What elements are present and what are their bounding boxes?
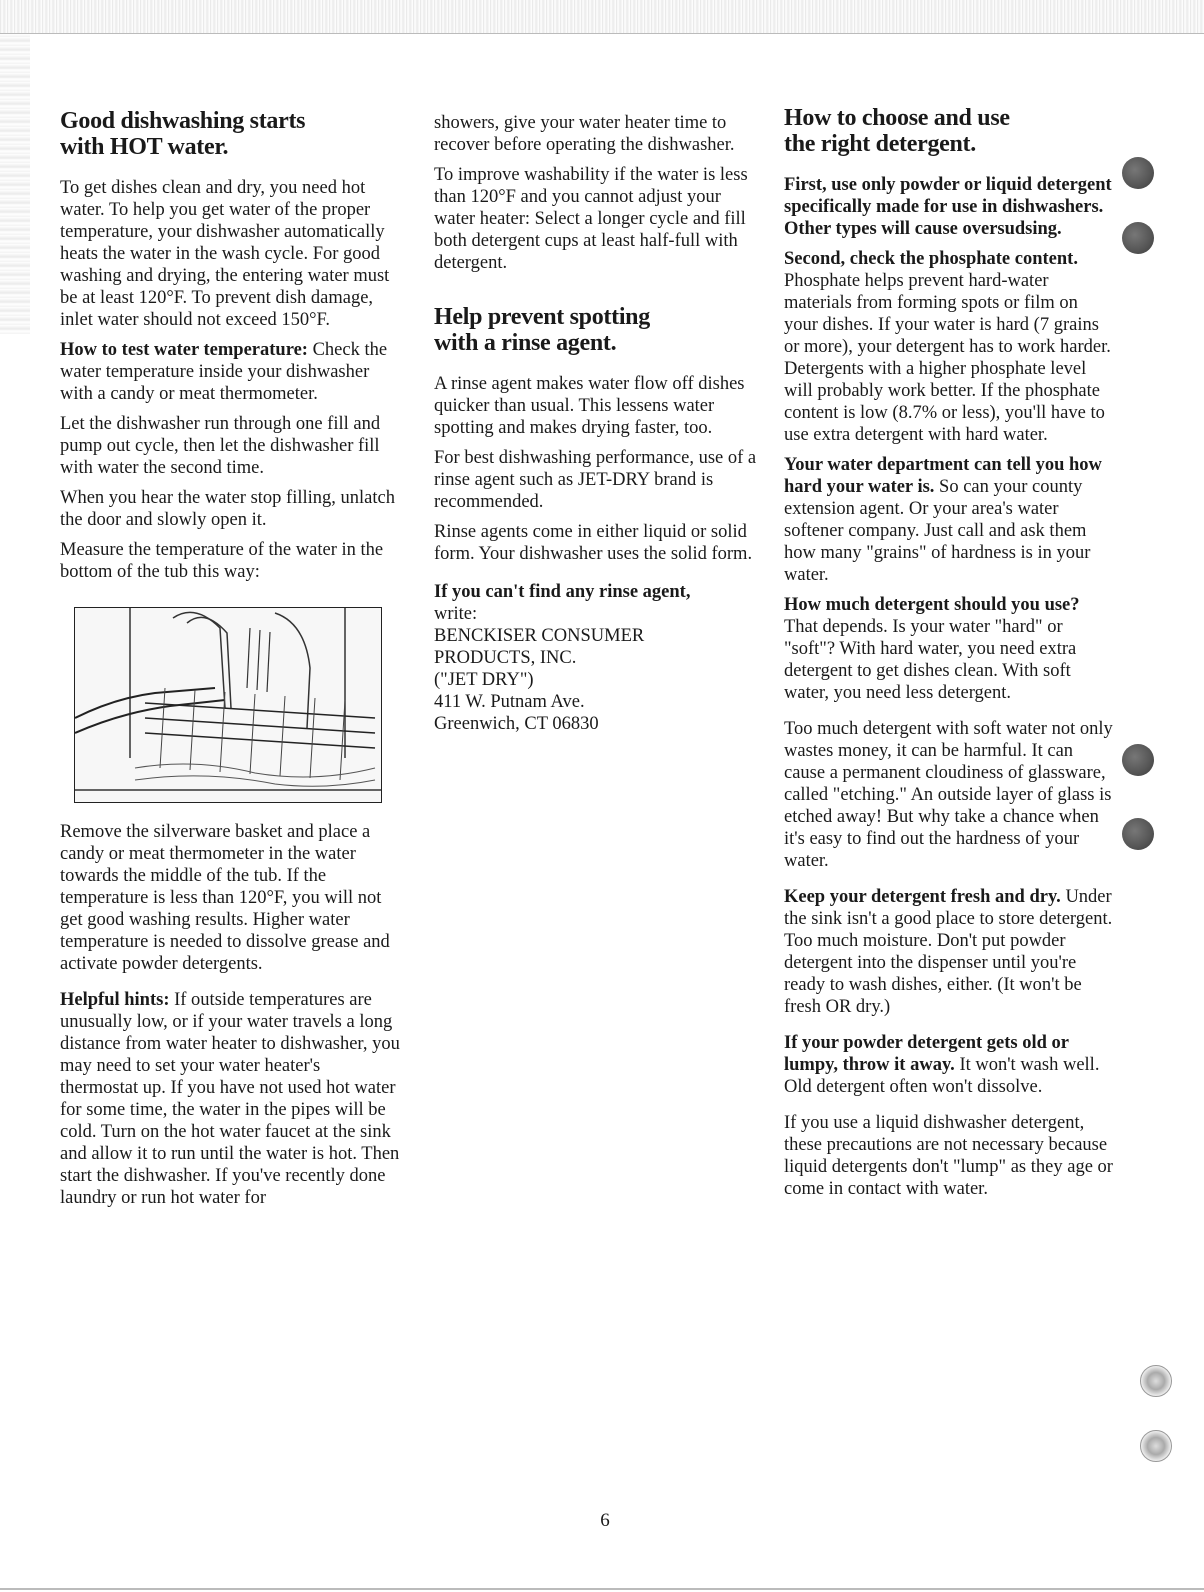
water-department-paragraph bbox=[784, 454, 1114, 586]
heading-hot-water bbox=[60, 108, 400, 160]
stop-paragraph: When you hear the water stop filling, unlatch the door and slowly open it. bbox=[60, 488, 395, 530]
measure-paragraph: Measure the temperature of the water in the bottom of the tub this way: bbox=[60, 540, 384, 582]
heading-detergent-line2: the right detergent. bbox=[784, 131, 976, 157]
heading-detergent bbox=[784, 105, 1114, 157]
heading-rinse-line1: Help prevent spotting bbox=[434, 304, 650, 330]
heading-rinse-agent bbox=[434, 304, 759, 356]
water-label: Your water department can tell you how hard your water is. bbox=[784, 455, 1102, 497]
dishwasher-illustration bbox=[74, 607, 382, 803]
first-paragraph: First, use only powder or liquid detergent specifically made for use in dishwashers. Other types will cause oversudsing. bbox=[784, 175, 1112, 239]
old-label: If your powder detergent gets old or lumpy, throw it away. bbox=[784, 1033, 1069, 1075]
intro-paragraph: To get dishes clean and dry, you need hot water. To help you get water of the proper temperature, your dishwasher automatically heats the water in the wash cycle. For good washing and drying, the entering water must be at least 120°F. To prevent dish damage, inlet water should not exceed 150°F. bbox=[60, 178, 390, 330]
rinse-paragraph: A rinse agent makes water flow off dishes quicker than usual. This lessens water spotting and makes drying faster, too. bbox=[434, 374, 745, 438]
test-paragraph bbox=[60, 339, 400, 405]
scan-line-bottom bbox=[0, 1588, 1204, 1590]
too-much-paragraph: Too much detergent with soft water not only wastes money, it can be harmful. It can cause a permanent cloudiness of glassware, called "etching." An outside layer of glass is etched away! But why take a chance when it's easy to find out the hardness of your water. bbox=[784, 719, 1113, 871]
rinse-agent-address bbox=[434, 625, 759, 735]
continued-paragraph: showers, give your water heater time to recover before operating the dishwasher. bbox=[434, 113, 735, 155]
binder-hole-icon bbox=[1122, 157, 1154, 189]
cant-find-label: If you can't find any rinse agent, bbox=[434, 582, 691, 602]
column-hot-water bbox=[60, 108, 400, 1217]
binder-hole-ring-icon bbox=[1140, 1430, 1172, 1462]
best-paragraph: For best dishwashing performance, use of a rinse agent such as JET-DRY brand is recommended. bbox=[434, 448, 757, 512]
scan-edge-top bbox=[0, 0, 1204, 34]
second-label: Second, check the phosphate content. bbox=[784, 249, 1078, 269]
scan-line-top bbox=[0, 33, 1204, 34]
binder-hole-icon bbox=[1122, 818, 1154, 850]
water-text: So can your county extension agent. Or your area's water softener company. Just call and ask them how many "grains" of hardness is in your water. bbox=[784, 477, 1091, 585]
address-line: BENCKISER CONSUMER bbox=[434, 626, 645, 646]
second-paragraph bbox=[784, 248, 1114, 446]
keep-paragraph bbox=[784, 886, 1114, 1018]
heading-hot-water-line2: with HOT water. bbox=[60, 134, 229, 160]
how-much-label: How much detergent should you use? bbox=[784, 595, 1080, 615]
address-line: ("JET DRY") bbox=[434, 670, 534, 690]
binder-hole-icon bbox=[1122, 744, 1154, 776]
column-detergent bbox=[784, 105, 1114, 1208]
how-much-text: That depends. Is your water "hard" or "soft"? With hard water, you need extra detergent to get dishes clean. With soft water, you need less detergent. bbox=[784, 617, 1077, 703]
hints-text: If outside temperatures are unusually low, or if your water travels a long distance from water heater to dishwasher, you may need to set your water heater's thermostat up. If you have not used hot water for some time, the water in the pipes will be cold. Turn on the hot water faucet at the sink and allow it to run until the water is hot. Then start the dishwasher. If you've recently done laundry or run hot water for bbox=[60, 990, 400, 1208]
keep-text: Under the sink isn't a good place to store detergent. Too much moisture. Don't put powder detergent into the dispenser until you're ready to wash dishes, either. (It won't be fresh OR dry.) bbox=[784, 887, 1113, 1017]
heading-rinse-line2: with a rinse agent. bbox=[434, 330, 617, 356]
test-text: Check the water temperature inside your dishwasher with a candy or meat thermometer. bbox=[60, 340, 388, 404]
keep-label: Keep your detergent fresh and dry. bbox=[784, 887, 1061, 907]
remove-paragraph: Remove the silverware basket and place a candy or meat thermometer in the water towards the middle of the tub. If the temperature is less than 120°F, you will not get good washing results. Higher water temperature is needed to dissolve grease and activate powder detergents. bbox=[60, 822, 390, 974]
how-much-paragraph bbox=[784, 594, 1114, 704]
second-text: Phosphate helps prevent hard-water materials from forming spots or film on your dishes. If your water is hard (7 grains or more), your detergent has to work harder. Detergents with a higher phosphate level will probably work better. If the phosphate content is low (8.7% or less), you'll have to use extra detergent with hard water. bbox=[784, 271, 1111, 445]
scan-edge-left bbox=[0, 34, 30, 334]
heading-hot-water-line1: Good dishwashing starts bbox=[60, 108, 306, 134]
address-line: PRODUCTS, INC. bbox=[434, 648, 577, 668]
binder-hole-icon bbox=[1122, 222, 1154, 254]
hints-paragraph bbox=[60, 989, 400, 1209]
dishwasher-rack-drawing bbox=[75, 608, 381, 802]
heading-detergent-line1: How to choose and use bbox=[784, 105, 1010, 131]
old-text: It won't wash well. Old detergent often won't dissolve. bbox=[784, 1055, 1100, 1097]
old-paragraph bbox=[784, 1032, 1114, 1098]
binder-hole-ring-icon bbox=[1140, 1365, 1172, 1397]
liquid-paragraph: If you use a liquid dishwasher detergent, these precautions are not necessary because liquid detergents don't "lump" as they age or come in contact with water. bbox=[784, 1113, 1113, 1199]
address-line: 411 W. Putnam Ave. bbox=[434, 692, 585, 712]
cant-find-paragraph bbox=[434, 581, 759, 625]
hints-label: Helpful hints: bbox=[60, 990, 170, 1010]
page-number: 6 bbox=[600, 1510, 610, 1531]
column-rinse-agent bbox=[434, 112, 759, 743]
improve-paragraph: To improve washability if the water is less than 120°F and you cannot adjust your water heater: Select a longer cycle and fill both detergent cups at least half-full with detergent. bbox=[434, 165, 748, 273]
address-line: Greenwich, CT 06830 bbox=[434, 714, 599, 734]
run-paragraph: Let the dishwasher run through one fill and pump out cycle, then let the dishwasher fill with water the second time. bbox=[60, 414, 381, 478]
test-label: How to test water temperature: bbox=[60, 340, 308, 360]
write-label: write: bbox=[434, 604, 478, 624]
forms-paragraph: Rinse agents come in either liquid or solid form. Your dishwasher uses the solid form. bbox=[434, 522, 753, 564]
